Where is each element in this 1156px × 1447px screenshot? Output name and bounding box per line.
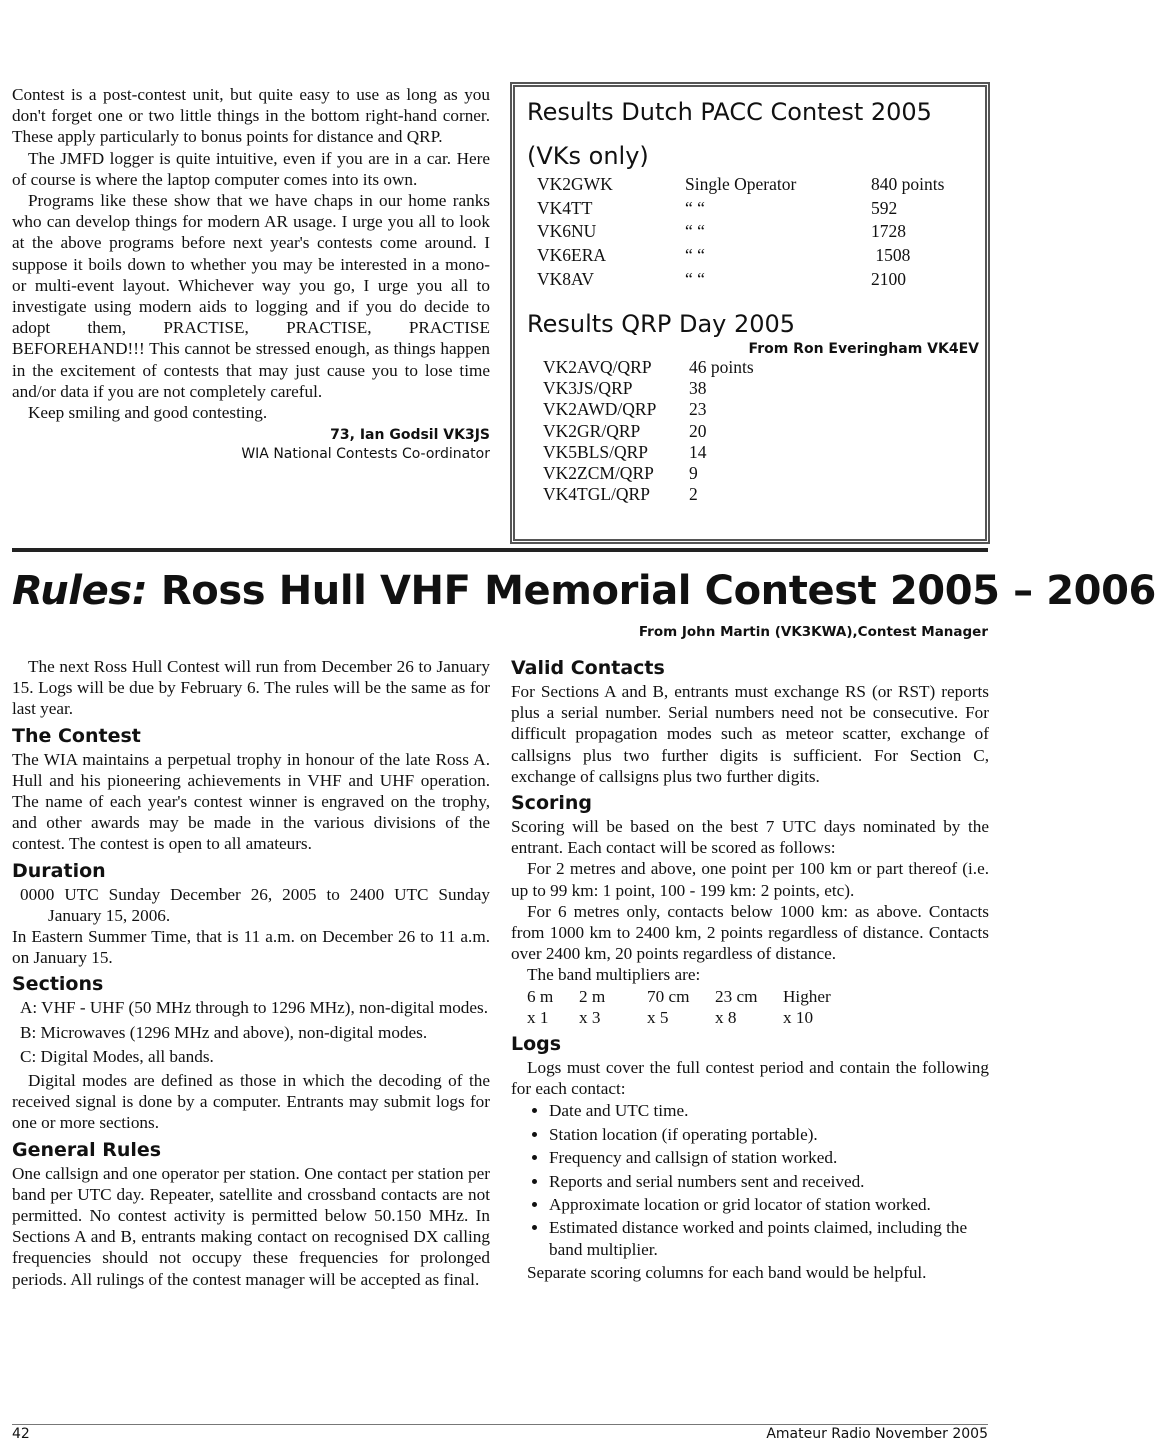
pacc-heading: Results Dutch PACC Contest 2005 xyxy=(527,98,932,126)
points: 14 xyxy=(689,441,707,462)
band-row xyxy=(511,986,989,1007)
page-number: 42 xyxy=(12,1426,30,1442)
qrp-byline: From Ron Everingham VK4EV xyxy=(748,340,979,357)
callsign: VK3JS/QRP xyxy=(543,378,633,399)
section-divider xyxy=(12,548,988,552)
section-heading: General Rules xyxy=(12,1138,162,1161)
paragraph: Scoring will be based on the best 7 UTC days nominated by the entrant. Each contact will be scored as follows: xyxy=(511,817,989,858)
table-row xyxy=(543,421,754,442)
multiplier-value: x 1 xyxy=(527,1007,549,1027)
table-row xyxy=(543,378,754,399)
paragraph: 0000 UTC Sunday December 26, 2005 to 2400 UTC Sunday January 15, 2006. xyxy=(20,884,490,925)
pacc-subheading: (VKs only) xyxy=(527,142,649,170)
band-label: 6 m xyxy=(527,986,554,1006)
category: “ “ xyxy=(685,245,705,266)
category: “ “ xyxy=(685,197,705,218)
section-heading: Logs xyxy=(511,1033,562,1056)
callsign: VK6NU xyxy=(537,221,597,242)
paragraph: The WIA maintains a perpetual trophy in honour of the late Ross A. Hull and his pioneering achievements in VHF and UHF operation. The name of each year's contest winner is engraved on the trophy, and other awards may be made in the various divisions of the contest. The contest is open to all amateurs. xyxy=(12,749,490,854)
title-prefix: Rules: xyxy=(12,568,148,614)
callsign: VK2AWD/QRP xyxy=(543,399,657,420)
multiplier-row xyxy=(511,1007,989,1028)
callsign: VK2GWK xyxy=(537,174,613,195)
rules-left-column xyxy=(12,656,490,1290)
callsign: VK4TT xyxy=(537,197,593,218)
callsign: VK2GR/QRP xyxy=(543,420,641,441)
author-title: WIA National Contests Co-ordinator xyxy=(241,446,490,463)
table-row xyxy=(537,173,944,197)
points: 23 xyxy=(689,399,707,420)
paragraph: The JMFD logger is quite intuitive, even if you are in a car. Here of course is where the laptop computer comes into its own. xyxy=(12,148,490,189)
article-byline: From John Martin (VK3KWA),Contest Manager xyxy=(638,624,988,640)
paragraph: Keep smiling and good contesting. xyxy=(28,403,268,423)
table-row xyxy=(537,197,944,221)
logs-list xyxy=(511,1100,989,1260)
list-item: • Station location (if operating portable). xyxy=(549,1124,989,1145)
callsign: VK4TGL/QRP xyxy=(543,484,650,505)
paragraph: For 2 metres and above, one point per 100 km or part thereof (i.e. up to 99 km: 1 point, 100 - 199 km: 2 points, etc). xyxy=(511,859,989,900)
points: 38 xyxy=(689,378,707,399)
band-label: 23 cm xyxy=(715,986,758,1006)
qrp-heading: Results QRP Day 2005 xyxy=(527,309,796,338)
footer-rule xyxy=(12,1424,988,1425)
points: 1728 xyxy=(871,221,906,242)
paragraph: For Sections A and B, entrants must exchange RS (or RST) reports plus a serial number. Serial numbers need not be consecutive. For difficult propagation modes such as meteor scatter, exchange of callsigns plus two further digits is sufficient. For Section C, exchange of callsigns plus two further digits. xyxy=(511,682,989,786)
section-item: A: VHF - UHF (50 MHz through to 1296 MHz), non-digital modes. xyxy=(20,998,489,1018)
points: 840 points xyxy=(871,174,945,195)
author-signature: 73, Ian Godsil VK3JS xyxy=(330,427,490,444)
multiplier-value: x 3 xyxy=(579,1007,601,1027)
section-heading: Scoring xyxy=(511,792,593,815)
points: 9 xyxy=(689,463,698,483)
section-item: B: Microwaves (1296 MHz and above), non-digital modes. xyxy=(20,1022,428,1042)
section-heading: The Contest xyxy=(12,724,141,747)
pacc-results-table xyxy=(537,173,944,291)
band-label: Higher xyxy=(783,986,831,1006)
paragraph: Programs like these show that we have chaps in our home ranks who can develop things for modern AR usage. I urge you all to look at the above programs before next year's contests come around. I suppose it boils down to whether you may be interested in a mono- or multi-event layout. Whichever way you go, I urge you all to investigate using modern aids to logging and if you do decide to adopt them, PRACTISE, PRACTISE, PRACTISE BEFOREHAND!!! This cannot be stressed enough, as things happen in the excitement of contests that may just cause you to lose time and/or data if you are not completely careful. xyxy=(12,191,490,401)
paragraph: The band multipliers are: xyxy=(527,965,701,985)
results-box xyxy=(510,82,990,544)
list-item: • Approximate location or grid locator of station worked. xyxy=(549,1194,989,1215)
qrp-results-table xyxy=(543,357,754,505)
points: 46 points xyxy=(689,357,754,378)
multiplier-value: x 8 xyxy=(715,1007,737,1027)
category: “ “ xyxy=(685,221,705,242)
section-heading: Duration xyxy=(12,859,106,882)
list-item: • Reports and serial numbers sent and received. xyxy=(549,1171,989,1192)
callsign: VK2AVQ/QRP xyxy=(543,357,652,378)
callsign: VK5BLS/QRP xyxy=(543,441,649,462)
points: 2100 xyxy=(871,268,906,289)
points: 1508 xyxy=(871,245,911,266)
section-heading: Sections xyxy=(12,973,104,996)
table-row xyxy=(537,244,944,268)
table-row xyxy=(543,399,754,420)
section-item: C: Digital Modes, all bands. xyxy=(20,1046,214,1066)
points: 20 xyxy=(689,420,707,441)
paragraph: Contest is a post-contest unit, but quite easy to use as long as you don't forget one or two little things in the bottom right-hand corner. These apply particularly to bonus points for distance and QRP. xyxy=(12,85,490,147)
paragraph: Digital modes are defined as those in which the decoding of the received signal is done by a computer. Entrants may submit logs for one or more sections. xyxy=(12,1071,490,1133)
article-continuation xyxy=(12,84,490,462)
callsign: VK2ZCM/QRP xyxy=(543,463,654,483)
paragraph: In Eastern Summer Time, that is 11 a.m. on December 26 to 11 a.m. on January 15. xyxy=(12,927,490,968)
magazine-issue: Amateur Radio November 2005 xyxy=(766,1426,988,1442)
multiplier-value: x 10 xyxy=(783,1007,814,1027)
article-title xyxy=(12,566,1156,616)
table-row xyxy=(543,442,754,463)
band-label: 70 cm xyxy=(647,986,690,1006)
multiplier-value: x 5 xyxy=(647,1007,669,1027)
callsign: VK8AV xyxy=(537,268,595,289)
points: 592 xyxy=(871,197,898,218)
list-item: • Date and UTC time. xyxy=(549,1100,989,1121)
paragraph: For 6 metres only, contacts below 1000 km: as above. Contacts from 1000 km to 2400 km, 2 points regardless of distance. Contacts over 2400 km, 20 points regardless of distance. xyxy=(511,901,989,964)
paragraph: Separate scoring columns for each band would be helpful. xyxy=(527,1263,927,1283)
category: “ “ xyxy=(685,268,705,289)
intro-paragraph: The next Ross Hull Contest will run from December 26 to January 15. Logs will be due by February 6. The rules will be the same as for last year. xyxy=(12,657,490,719)
list-item: • Estimated distance worked and points claimed, including the band multiplier. xyxy=(549,1217,989,1260)
table-row xyxy=(537,267,944,291)
category: Single Operator xyxy=(685,174,797,195)
paragraph: Logs must cover the full contest period and contain the following for each contact: xyxy=(511,1058,989,1099)
paragraph: One callsign and one operator per station. One contact per station per band per UTC day. Repeater, satellite and crossband contacts are not permitted. No contest activity is permitted below 50.150 MHz. In Sections A and B, entrants making contact on recognised DX calling frequencies should not occupy these frequencies for prolonged periods. All rulings of the contest manager will be accepted as final. xyxy=(12,1163,490,1289)
table-row xyxy=(537,220,944,244)
band-label: 2 m xyxy=(579,986,606,1006)
points: 2 xyxy=(689,484,698,505)
table-row xyxy=(543,357,754,378)
list-item: • Frequency and callsign of station worked. xyxy=(549,1147,989,1168)
title-text: Ross Hull VHF Memorial Contest 2005 – 2006 xyxy=(147,568,1156,614)
rules-right-column xyxy=(511,656,989,1284)
table-row xyxy=(543,484,754,505)
table-row xyxy=(543,463,754,484)
callsign: VK6ERA xyxy=(537,245,607,266)
section-heading: Valid Contacts xyxy=(511,657,665,679)
